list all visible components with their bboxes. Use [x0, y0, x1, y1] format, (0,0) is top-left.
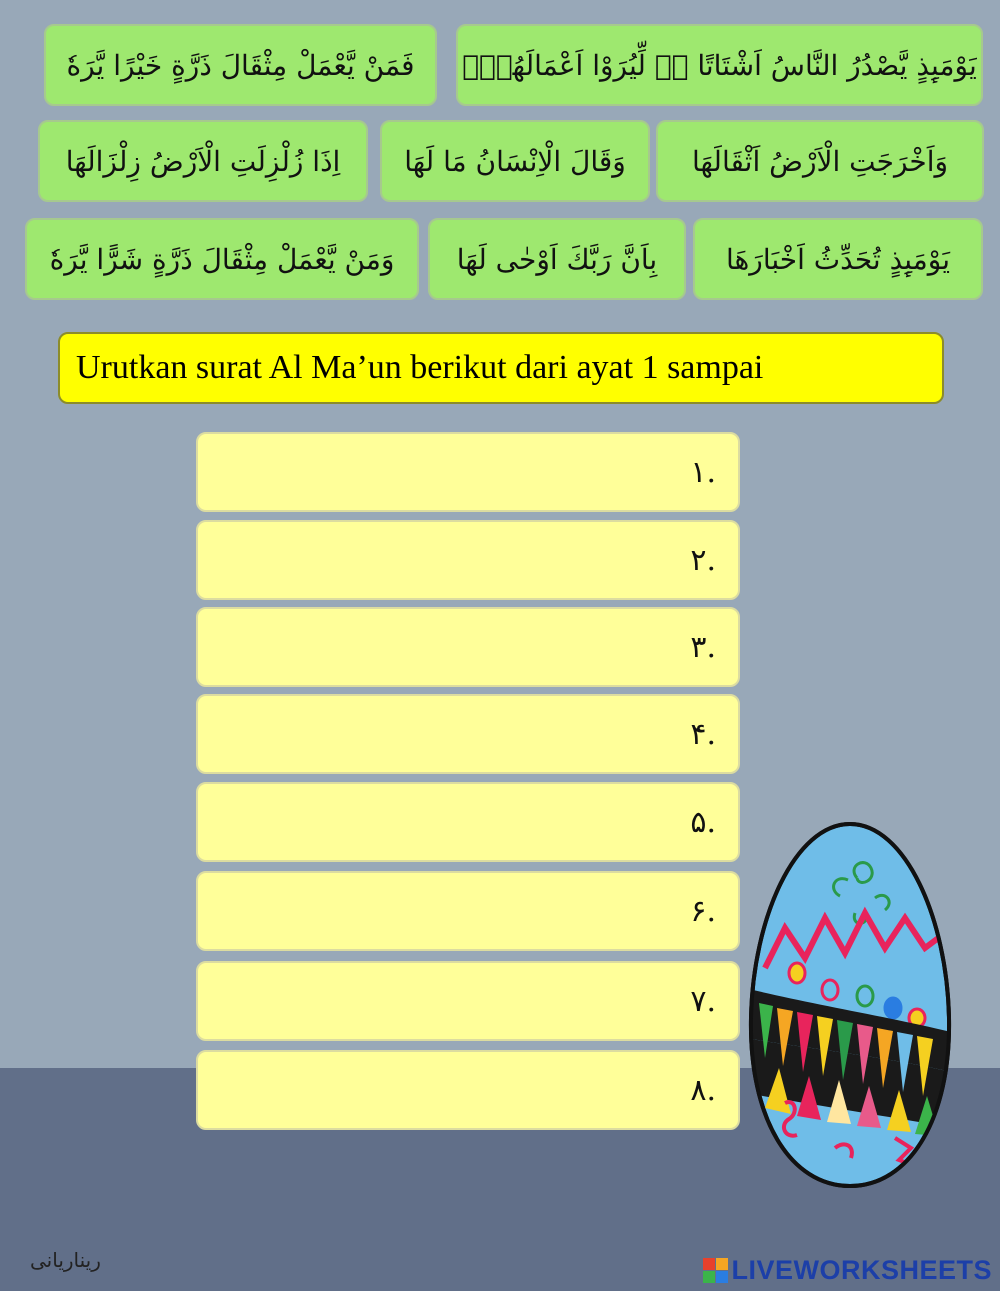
drop-slot-3[interactable] [196, 607, 740, 687]
logo-icon-square [716, 1271, 728, 1283]
logo-text: LIVEWORKSHEETS [731, 1254, 992, 1285]
slot-number: ۵. [690, 804, 716, 840]
drop-slot-7[interactable] [196, 961, 740, 1041]
logo-icon-square [703, 1271, 715, 1283]
drop-slot-6[interactable] [196, 871, 740, 951]
slot-number: ۶. [690, 893, 716, 929]
slot-number: ۴. [690, 716, 716, 752]
answer-tile-7[interactable]: بِاَنَّ رَبَّكَ اَوْحٰى لَهَا [428, 218, 686, 300]
slot-number: ٧. [690, 983, 716, 1019]
answer-tile-8[interactable]: يَوْمَىِٕذٍ تُحَدِّثُ اَخْبَارَهَا [693, 218, 983, 300]
answer-tile-1[interactable]: فَمَنْ يَّعْمَلْ مِثْقَالَ ذَرَّةٍ خَيْرًا يَّرَهٗ [44, 24, 437, 106]
slot-number: ٣. [690, 629, 716, 665]
drop-slot-2[interactable] [196, 520, 740, 600]
easter-egg-illustration [745, 818, 955, 1193]
slot-number: ١. [690, 454, 716, 490]
answer-tile-3[interactable]: اِذَا زُلْزِلَتِ الْاَرْضُ زِلْزَالَهَا [38, 120, 368, 202]
slot-number: ٢. [690, 542, 716, 578]
drop-slot-8[interactable] [196, 1050, 740, 1130]
author-signature: ريناريانى [30, 1248, 101, 1272]
instruction-banner: Urutkan surat Al Ma’un berikut dari ayat 1 sampai [58, 332, 944, 404]
slot-number: ٨. [690, 1072, 716, 1108]
drop-slot-4[interactable] [196, 694, 740, 774]
liveworksheets-logo [703, 1256, 992, 1284]
answer-tile-2[interactable]: يَوْمَىِٕذٍ يَّصْدُرُ النَّاسُ اَشْتَاتًا ەۙ لِّيُرَوْا اَعْمَالَهُمْۗ [456, 24, 983, 106]
answer-tile-5[interactable]: وَاَخْرَجَتِ الْاَرْضُ اَثْقَالَهَا [656, 120, 984, 202]
answer-tile-4[interactable]: وَقَالَ الْاِنْسَانُ مَا لَهَا [380, 120, 650, 202]
drop-slot-1[interactable] [196, 432, 740, 512]
logo-icon-square [716, 1258, 728, 1270]
logo-icon-square [703, 1258, 715, 1270]
answer-tile-6[interactable]: وَمَنْ يَّعْمَلْ مِثْقَالَ ذَرَّةٍ شَرًّا يَّرَهٗ [25, 218, 419, 300]
logo-icon [703, 1258, 728, 1283]
drop-slot-5[interactable] [196, 782, 740, 862]
